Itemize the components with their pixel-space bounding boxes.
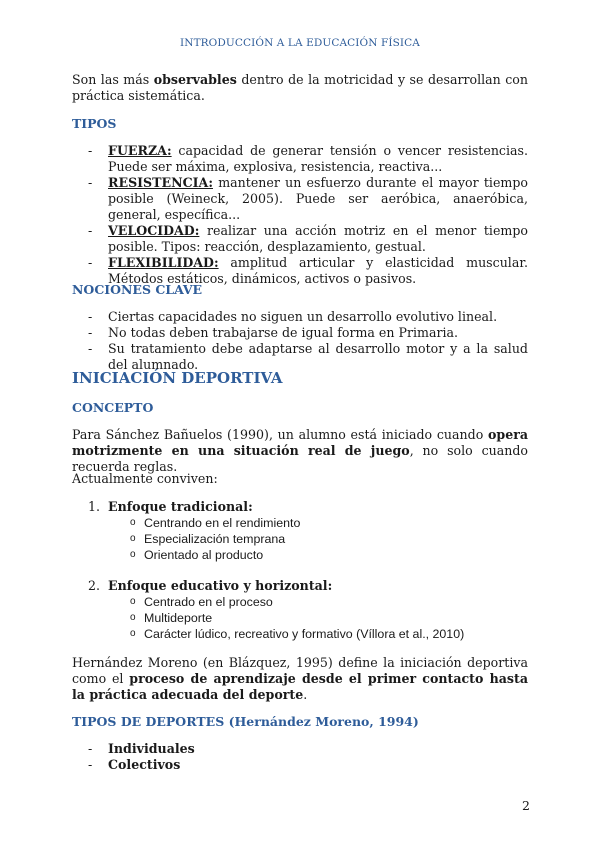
concepto-bold: opera motrizmente en una situación real de juego	[72, 427, 528, 458]
definicion-pre: Hernández Moreno (en Blázquez, 1995) define la iniciación deportiva como el	[72, 655, 528, 686]
running-header: INTRODUCCIÓN A LA EDUCACIÓN FÍSICA	[180, 37, 420, 49]
enfoque-subitem: Carácter lúdico, recreativo y formativo (Víllora et al., 2010)	[144, 627, 465, 641]
enfoque-sublist	[72, 515, 528, 563]
concepto-paragraph	[72, 427, 528, 475]
tipo-text: realizar una acción motriz en el menor tiempo posible. Tipos: reacción, desplazamiento, gestual.	[108, 223, 528, 254]
tipos-deportes-list	[72, 741, 528, 773]
enfoque-educativo	[72, 578, 528, 642]
enfoque-subitem: Orientado al producto	[144, 548, 264, 562]
list-item: - Colectivos	[88, 757, 181, 772]
list-item: o Carácter lúdico, recreativo y formativo (Víllora et al., 2010)	[130, 627, 465, 641]
nocion-text: Ciertas capacidades no siguen un desarrollo evolutivo lineal.	[108, 309, 498, 324]
concepto-pre: Para Sánchez Bañuelos (1990), un alumno está iniciado cuando	[72, 427, 488, 442]
tipos-deportes-heading: TIPOS DE DEPORTES (Hernández Moreno, 1994)	[72, 714, 419, 729]
enfoque-subitem: Centrado en el proceso	[144, 595, 273, 609]
list-item: - Su tratamiento debe adaptarse al desarrollo motor y a la salud del alumnado.	[88, 341, 528, 372]
nociones-list	[72, 309, 528, 373]
list-item: o Centrando en el rendimiento	[130, 516, 301, 530]
nociones-heading: NOCIONES CLAVE	[72, 282, 203, 297]
definicion-paragraph	[72, 655, 528, 703]
nocion-text: No todas deben trabajarse de igual forma en Primaria.	[108, 325, 459, 340]
tipos-list-container	[72, 143, 528, 287]
tipos-heading: TIPOS	[72, 116, 117, 131]
enfoque-title: Enfoque tradicional:	[108, 499, 253, 514]
enfoque-title: Enfoque educativo y horizontal:	[108, 578, 333, 593]
tipo-term: FUERZA:	[108, 143, 172, 158]
tipo-term: VELOCIDAD:	[108, 223, 200, 238]
list-item: - Ciertas capacidades no siguen un desarrollo evolutivo lineal.	[88, 309, 498, 324]
enfoque-subitem: Multideporte	[144, 611, 213, 625]
enfoque-sublist	[72, 594, 528, 642]
enfoque-subitem: Centrando en el rendimiento	[144, 516, 301, 530]
enfoque-number: 2.	[88, 578, 101, 593]
enfoque-item	[72, 499, 528, 515]
concepto-heading: CONCEPTO	[72, 400, 154, 415]
definicion-bold: proceso de aprendizaje desde el primer contacto hasta la práctica adecuada del deporte	[72, 671, 528, 702]
list-item: o Orientado al producto	[130, 548, 264, 562]
iniciacion-heading: INICIACIÓN DEPORTIVA	[72, 369, 283, 387]
list-item: - Individuales	[88, 741, 195, 756]
list-item: - FLEXIBILIDAD: amplitud articular y elasticidad muscular. Métodos estáticos, dinámicos, activos o pasivos.	[88, 255, 528, 286]
list-item: - RESISTENCIA: mantener un esfuerzo durante el mayor tiempo posible (Weineck, 2005). Puede ser aeróbica, anaeróbica, general, específica...	[88, 175, 528, 222]
intro-paragraph	[72, 72, 528, 104]
definicion-post: .	[303, 687, 308, 702]
list-item: - FUERZA: capacidad de generar tensión o vencer resistencias. Puede ser máxima, explosiva, resistencia, reactiva...	[88, 143, 528, 174]
tipo-text: mantener un esfuerzo durante el mayor tiempo posible (Weineck, 2005). Puede ser aeróbica, anaeróbica, general, específica...	[108, 175, 528, 222]
conviven-text: Actualmente conviven:	[72, 471, 218, 486]
deporte-tipo: Colectivos	[108, 757, 181, 772]
enfoque-number: 1.	[88, 499, 101, 514]
tipo-term: FLEXIBILIDAD:	[108, 255, 219, 270]
tipo-text: capacidad de generar tensión o vencer resistencias. Puede ser máxima, explosiva, resistencia, reactiva...	[108, 143, 528, 174]
intro-pre: Son las más	[72, 72, 154, 87]
list-item: o Multideporte	[130, 611, 213, 625]
tipos-deportes-container	[72, 741, 528, 773]
concepto-post: , no solo cuando recuerda reglas.	[72, 443, 528, 474]
list-item: o Especialización temprana	[130, 532, 286, 546]
enfoque-tradicional	[72, 499, 528, 563]
tipo-term: RESISTENCIA:	[108, 175, 213, 190]
tipo-text: amplitud articular y elasticidad muscular. Métodos estáticos, dinámicos, activos o pasivos.	[108, 255, 528, 286]
nocion-text: Su tratamiento debe adaptarse al desarrollo motor y a la salud del alumnado.	[108, 341, 528, 372]
list-item: - VELOCIDAD: realizar una acción motriz en el menor tiempo posible. Tipos: reacción, desplazamiento, gestual.	[88, 223, 528, 254]
intro-bold: observables	[153, 72, 237, 87]
nociones-list-container	[72, 309, 528, 373]
tipos-list	[72, 143, 528, 287]
enfoque-subitem: Especialización temprana	[144, 532, 286, 546]
intro-post: dentro de la motricidad y se desarrollan con práctica sistemática.	[72, 72, 528, 103]
page-number: 2	[522, 798, 530, 813]
list-item: - No todas deben trabajarse de igual forma en Primaria.	[88, 325, 459, 340]
list-item: o Centrado en el proceso	[130, 595, 273, 609]
deporte-tipo: Individuales	[108, 741, 195, 756]
enfoque-item	[72, 578, 528, 594]
